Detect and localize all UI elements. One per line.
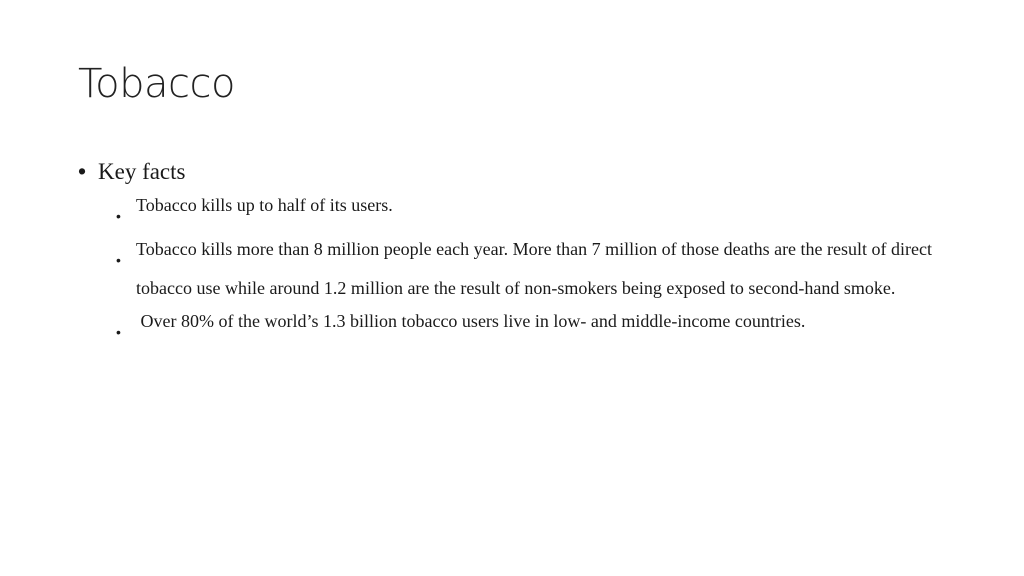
list-item-text: Tobacco kills more than 8 million people each year. More than 7 million of those deaths are the result of direct tobacco use while around 1.2 million are the result of non-smokers being exposed to second-hand smoke.: [136, 239, 937, 298]
list-item-text: Tobacco kills up to half of its users.: [136, 195, 393, 215]
bullet-label: Key facts: [98, 159, 186, 184]
bullet-marker: •: [78, 158, 87, 184]
sub-bullet-marker: •: [116, 324, 121, 340]
list-item-text: Over 80% of the world’s 1.3 billion tobacco users live in low- and middle-income countries.: [136, 311, 806, 331]
list-item: [116, 313, 936, 352]
sub-bullet-marker: •: [116, 208, 121, 224]
sub-bullet-marker: •: [116, 252, 121, 268]
slide-title: Tobacco: [78, 61, 235, 107]
bullet-key-facts: [78, 156, 186, 187]
list-item: [116, 241, 936, 308]
key-facts-list: [116, 197, 936, 357]
